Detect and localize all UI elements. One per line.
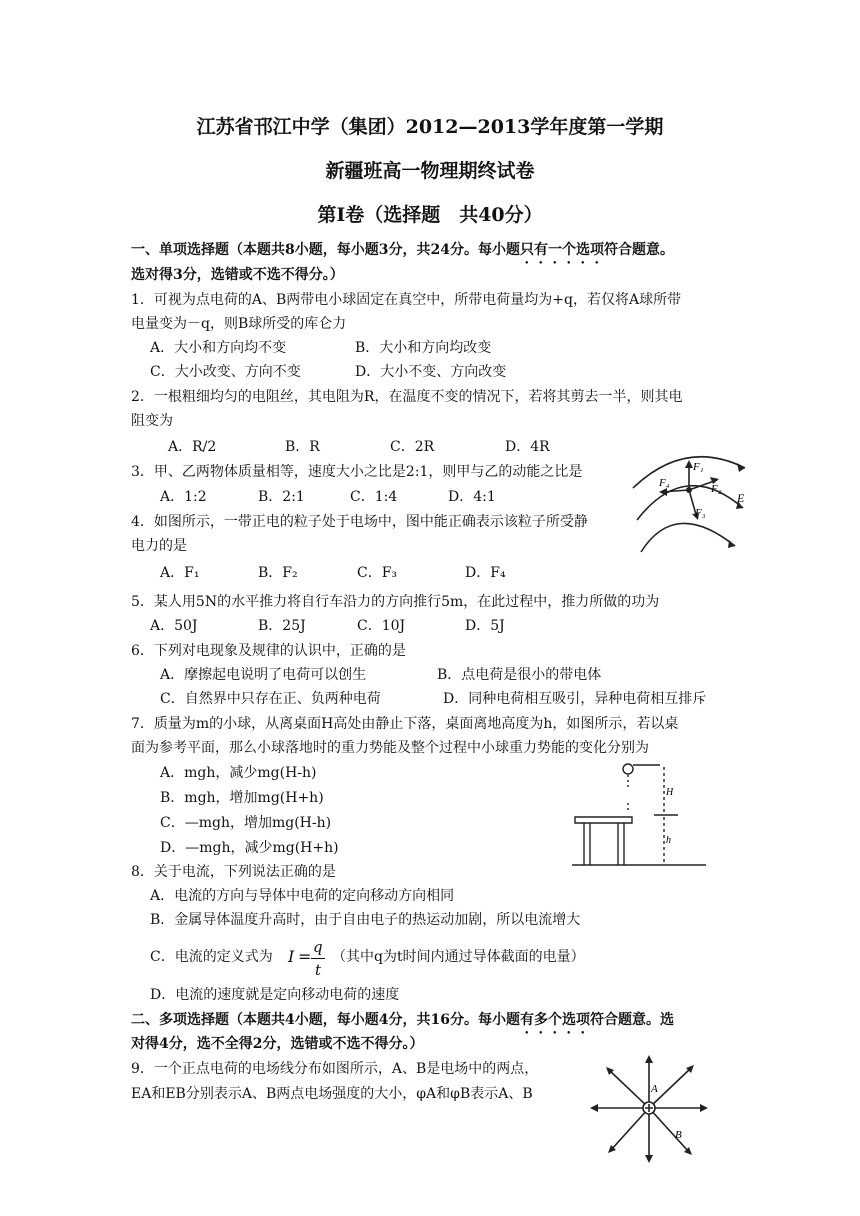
q6-option-d: D．同种电荷相互吸引，异种电荷相互排斥 — [443, 691, 707, 707]
question-3-stem: 3．甲、乙两物体质量相等，速度大小之比是2:1，则甲与乙的动能之比是 — [131, 464, 583, 480]
q5-option-c: C．10J — [357, 618, 406, 634]
question-4-stem-cont: 电力的是 — [131, 538, 187, 554]
question-6-stem: 6．下列对电现象及规律的认识中，正确的是 — [131, 643, 406, 659]
question-1-stem: 1．可视为点电荷的A、B两带电小球固定在真空中，所带电荷量均为+q，若仅将A球所带 — [131, 292, 682, 308]
fraction-denominator: t — [315, 961, 322, 979]
q1-option-d: D．大小不变、方向改变 — [355, 364, 507, 380]
q4-option-c: C．F₃ — [357, 565, 398, 581]
q2-option-a: A．R/2 — [168, 439, 217, 455]
q6-option-c: C．自然界中只存在正、负两种电荷 — [160, 691, 381, 707]
q8-option-c-prefix: C．电流的定义式为 — [150, 949, 273, 965]
q7-option-b: B．mgh，增加mg(H+h) — [160, 790, 324, 806]
q3-option-c: C．1:4 — [350, 489, 398, 505]
height-label-H: H — [666, 787, 674, 798]
fraction-bar — [311, 958, 325, 959]
q8-option-a: A．电流的方向与导体中电荷的定向移动方向相同 — [150, 888, 455, 904]
fraction-numerator: q — [313, 938, 323, 956]
q3-option-d: D．4:1 — [448, 489, 496, 505]
force-label-f3: F₃ — [695, 507, 706, 519]
q4-option-d: D．F₄ — [465, 565, 506, 581]
force-label-f2: F₂ — [711, 483, 722, 495]
force-label-f4: F₄ — [659, 477, 670, 489]
q2-option-c: C．2R — [390, 439, 435, 455]
q1-option-c: C．大小改变、方向不变 — [150, 364, 301, 380]
section2-rules: 对得4分，选不全得2分，选错或不选不得分。） — [131, 1036, 424, 1052]
question-8-stem: 8．关于电流，下列说法正确的是 — [131, 864, 336, 880]
point-charge-field-figure — [585, 1052, 713, 1164]
section1-heading: 一、单项选择题（本题共8小题，每小题3分，共24分。每小题只有一个选项符合题意。 — [131, 242, 674, 258]
falling-ball-table-figure — [570, 755, 710, 870]
point-label-b: B — [675, 1129, 682, 1141]
exam-subtitle: 新疆班高一物理期终试卷 — [325, 160, 535, 182]
q8-option-b: B．金属导体温度升高时，由于自由电子的热运动加剧，所以电流增大 — [150, 912, 581, 928]
q5-option-a: A．50J — [150, 618, 198, 634]
q3-option-a: A．1:2 — [160, 489, 207, 505]
question-9-stem: 9．一个正点电荷的电场线分布如图所示，A、B是电场中的两点， — [131, 1061, 539, 1077]
question-9-stem-cont: EA和EB分别表示A、B两点电场强度的大小，φA和φB表示A、B — [131, 1086, 533, 1102]
question-5-stem: 5．某人用5N的水平推力将自行车沿力的方向推行5m，在此过程中，推力所做的功为 — [131, 594, 660, 610]
q3-option-b: B．2:1 — [258, 489, 305, 505]
q6-option-b: B．点电荷是很小的带电体 — [437, 667, 602, 683]
q2-option-b: B．R — [285, 439, 320, 455]
q4-option-a: A．F₁ — [160, 565, 200, 581]
equals-sign: = — [298, 947, 312, 966]
section2-heading: 二、多项选择题（本题共4小题，每小题4分，共16分。每小题有多个选项符合题意。选 — [131, 1012, 674, 1028]
q4-option-b: B．F₂ — [258, 565, 298, 581]
q7-option-a: A．mgh，减少mg(H-h) — [160, 765, 317, 781]
current-symbol-i: I — [288, 947, 295, 966]
q8-option-c-suffix: （其中q为t时间内通过导体截面的电量） — [332, 949, 585, 965]
q7-option-d: D．—mgh，减少mg(H+h) — [160, 840, 339, 856]
question-2-stem: 2．一根粗细均匀的电阻丝，其电阻为R，在温度不变的情况下，若将其剪去一半，则其电 — [131, 389, 683, 405]
question-7-stem: 7．质量为m的小球，从离桌面H高处由静止下落，桌面离地高度为h，如图所示，若以桌 — [131, 716, 679, 732]
q5-option-d: D．5J — [465, 618, 505, 634]
q7-option-c: C．—mgh，增加mg(H-h) — [160, 815, 332, 831]
emphasis-text: 有多个选项 — [519, 1012, 590, 1028]
question-2-stem-cont: 阻变为 — [131, 413, 173, 429]
q5-option-b: B．25J — [258, 618, 306, 634]
section1-rules: 选对得3分，选错或不选不得分。） — [131, 267, 344, 283]
emphasis-text: 只有一个选项 — [519, 242, 604, 258]
force-label-f1: F₁ — [693, 461, 704, 473]
q8-option-d: D．电流的速度就是定向移动电荷的速度 — [150, 987, 400, 1003]
field-label-e: E — [737, 491, 745, 505]
q6-option-a: A．摩擦起电说明了电荷可以创生 — [160, 667, 367, 683]
q1-option-b: B．大小和方向均改变 — [355, 340, 492, 356]
part-title: 第Ⅰ卷（选择题 共40分） — [317, 204, 543, 226]
exam-title: 江苏省邗江中学（集团）2012—2013学年度第一学期 — [196, 116, 664, 138]
point-label-a: A — [651, 1083, 658, 1095]
question-4-stem: 4．如图所示，一带正电的粒子处于电场中，图中能正确表示该粒子所受静 — [131, 514, 588, 530]
q2-option-d: D．4R — [505, 439, 550, 455]
height-label-h: h — [666, 835, 671, 846]
question-7-stem-cont: 面为参考平面，那么小球落地时的重力势能及整个过程中小球重力势能的变化分别为 — [131, 740, 649, 756]
electric-field-force-figure — [625, 448, 765, 556]
q1-option-a: A．大小和方向均不变 — [150, 340, 287, 356]
question-1-stem-cont: 电量变为－q，则B球所受的库仑力 — [131, 316, 347, 332]
